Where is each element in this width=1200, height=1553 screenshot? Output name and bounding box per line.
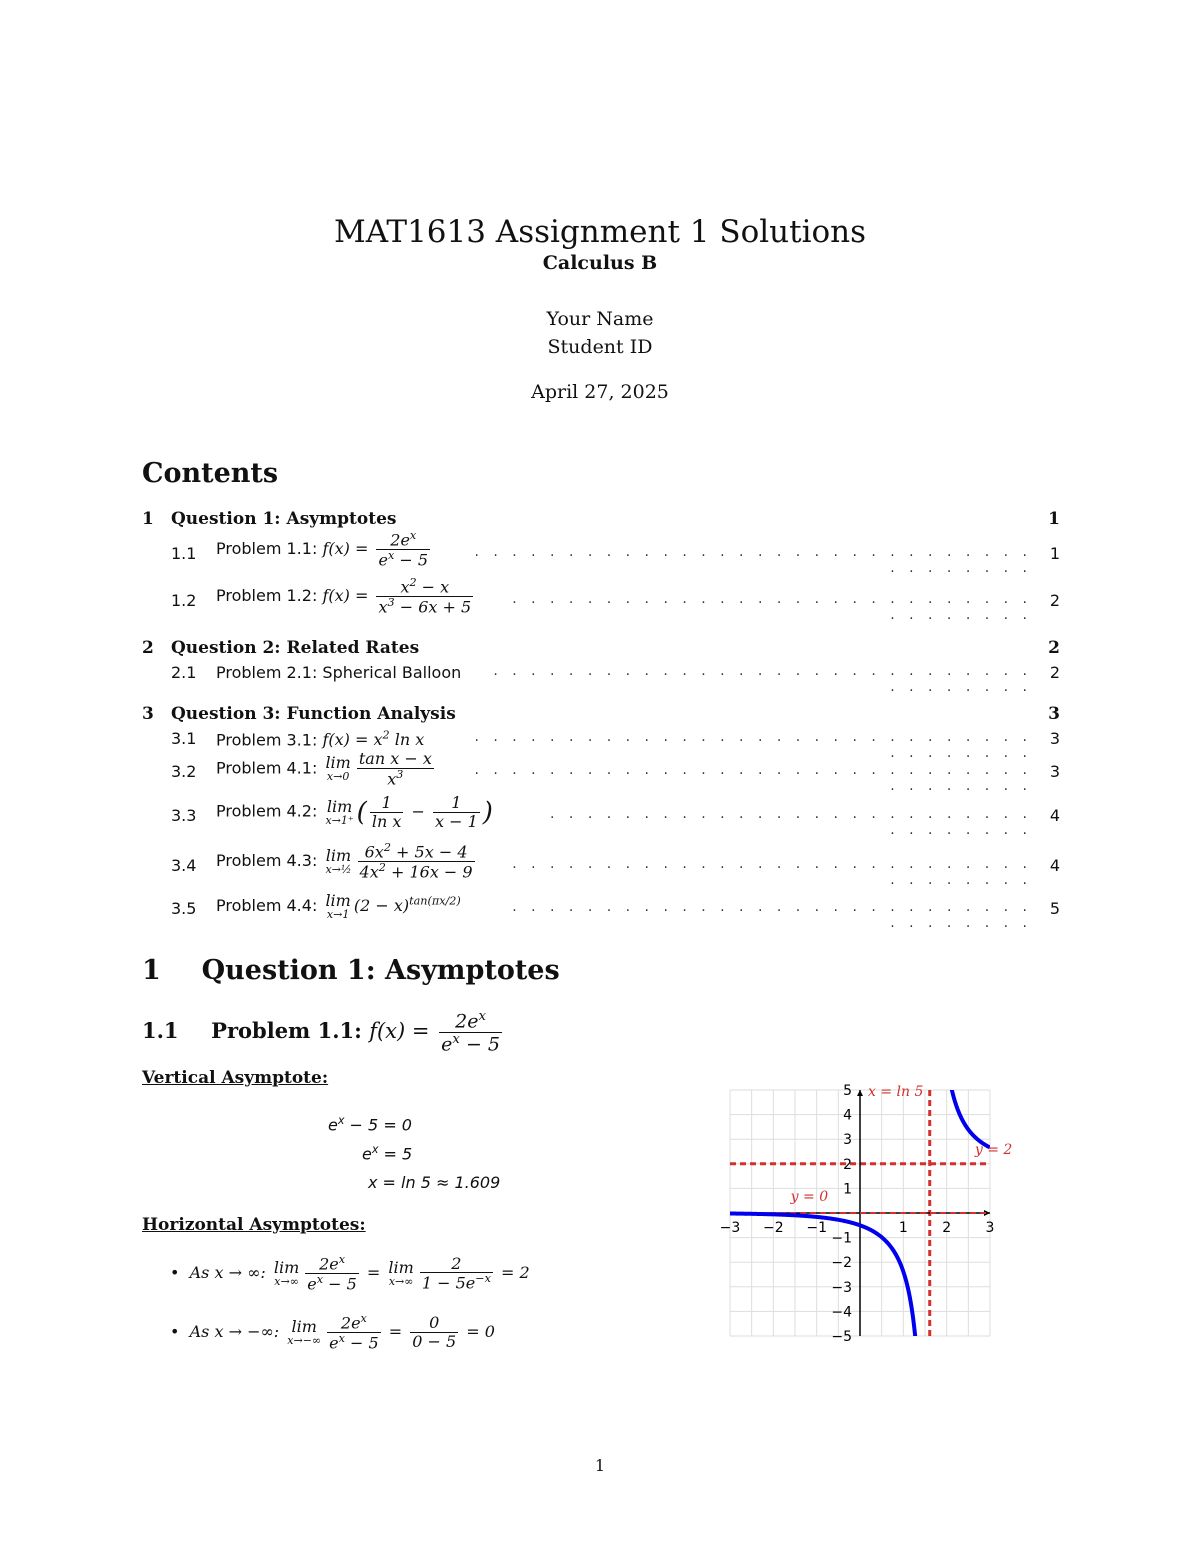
toc-number: 3.1: [171, 729, 197, 748]
toc-label: [216, 577, 476, 616]
subsection-number: 1.1: [142, 1018, 179, 1044]
document-subtitle: Calculus B: [542, 252, 658, 274]
toc-math: $f(x) = x^2$ ln x: [322, 729, 425, 750]
toc-label: [216, 729, 424, 749]
subsection-heading: [142, 1010, 505, 1055]
y-tick-label: 4: [843, 1107, 852, 1124]
bullet-math: lim x→∞ $\frac{2e^x}{e^x - 5}$ = lim x→∞ $\frac{2}{1 - 5e^{-x}}$ = 2: [273, 1253, 530, 1294]
vertical-asymptote-heading: Vertical Asymptote:: [142, 1068, 329, 1088]
document-title: MAT1613 Assignment 1 Solutions: [333, 214, 867, 250]
toc-page: 3: [1048, 704, 1060, 724]
toc-leader: . . . . . . . . . . . . . . . . . . . . . . . . . . . . . . . . . . . . . .: [474, 729, 1032, 761]
toc-label-text: Problem 4.1:: [216, 758, 318, 778]
toc-number: 3.2: [171, 762, 197, 781]
toc-entry[interactable]: [142, 842, 1060, 888]
toc-label-text: Problem 3.1:: [216, 730, 318, 750]
bullet-item: [170, 1313, 495, 1352]
section-heading: [142, 955, 560, 986]
toc-label-text: Problem 1.2:: [216, 585, 318, 605]
toc-page: 3: [1049, 729, 1060, 748]
toc-page: 1: [1048, 509, 1060, 529]
toc-page: 4: [1049, 856, 1060, 875]
toc-page: 2: [1048, 638, 1060, 658]
section-number: 1: [142, 955, 161, 986]
toc-number: 3.3: [171, 806, 197, 825]
toc-entry[interactable]: [142, 750, 1060, 794]
x-tick-label: 1: [898, 1220, 908, 1236]
bullet-item: [170, 1254, 530, 1293]
y-tick-label: −4: [831, 1304, 852, 1321]
toc-label: Problem 2.1: Spherical Balloon: [216, 663, 462, 682]
toc-label: Question 2: Related Rates: [171, 638, 420, 658]
contents-heading: Contents: [142, 458, 279, 489]
equation-line: $e^x - 5 = 0$: [328, 1114, 412, 1135]
toc-number: 3.5: [171, 899, 197, 918]
toc-math: lim x→½ $\frac{6x^2 + 5x - 4}{4x^2 + 16x - 9}$: [325, 841, 473, 882]
y-tick-label: 3: [843, 1132, 852, 1149]
toc-leader: . . . . . . . . . . . . . . . . . . . . . . . . . . . . . . . . . . . . . .: [474, 762, 1032, 794]
toc-number: 3: [142, 704, 154, 724]
toc-page: 2: [1049, 663, 1060, 682]
y-tick-label: 2: [843, 1156, 852, 1173]
toc-number: 1.2: [171, 591, 197, 610]
y-tick-label: 5: [843, 1083, 852, 1099]
subsection-title: Problem 1.1:: [211, 1018, 362, 1044]
toc-leader: . . . . . . . . . . . . . . . . . . . . . . . . . . . . . . . . . .: [550, 806, 1032, 838]
student-id: Student ID: [547, 336, 653, 358]
toc-page: 1: [1049, 544, 1060, 563]
y-axis-arrow: [857, 1090, 863, 1096]
toc-number: 1: [142, 509, 154, 529]
toc-entry[interactable]: [142, 577, 1060, 623]
curve-group: [730, 229, 990, 1553]
toc-entry[interactable]: [142, 638, 1060, 664]
toc-leader: . . . . . . . . . . . . . . . . . . . . . . . . . . . . . . . . . . . .: [512, 899, 1032, 931]
toc-leader: . . . . . . . . . . . . . . . . . . . . . . . . . . . . . . . . . . . .: [512, 591, 1032, 623]
toc-label: [216, 893, 461, 920]
toc-page: 3: [1049, 762, 1060, 781]
toc-label: [216, 750, 437, 788]
toc-label: [216, 842, 478, 881]
y-tick-label: −2: [831, 1255, 852, 1272]
toc-entry[interactable]: [142, 704, 1060, 730]
bullet-dot: •: [170, 1262, 180, 1282]
equation-line: x = ln 5 ≈ 1.609: [368, 1173, 501, 1192]
toc-label: Question 1: Asymptotes: [171, 509, 397, 529]
toc-label-text: Problem 4.4:: [216, 896, 318, 915]
y-tick-label: −1: [831, 1230, 852, 1247]
toc-page: 2: [1049, 591, 1060, 610]
toc-label-text: Problem 4.2:: [216, 801, 318, 821]
toc-label-text: Problem 4.3:: [216, 850, 318, 870]
y-tick-label: −3: [831, 1279, 852, 1296]
toc-number: 3.4: [171, 856, 197, 875]
toc-entry[interactable]: [142, 893, 1060, 933]
toc-page: 5: [1049, 899, 1060, 918]
toc-math: lim x→1⁺ ( $\frac{1}{\text{ln x}}$ − $\frac{1}{x - 1}$ ): [325, 793, 493, 831]
toc-math: f(x) = $\frac{x^2 - x}{x^3 - 6x + 5}$: [322, 576, 472, 617]
bullet-dot: •: [170, 1321, 180, 1341]
toc-entry[interactable]: [142, 663, 1060, 695]
toc-math: lim x→0 $\frac{\text{tan x − x}}{x^3}$: [325, 749, 432, 788]
x-tick-label: 3: [985, 1220, 995, 1236]
toc-entry[interactable]: [142, 794, 1060, 842]
function-curve-branch: [730, 1213, 930, 1553]
toc-number: 1.1: [171, 544, 197, 563]
y-tick-label: 1: [843, 1181, 852, 1198]
toc-leader: . . . . . . . . . . . . . . . . . . . . . . . . . . . . . . . . . . . . . .: [474, 544, 1032, 576]
x-tick-label: 2: [942, 1220, 952, 1236]
toc-label: Question 3: Function Analysis: [171, 704, 456, 724]
y-tick-label: −5: [831, 1329, 852, 1345]
toc-leader: . . . . . . . . . . . . . . . . . . . . . . . . . . . . . . . . . . . . .: [493, 663, 1032, 695]
page-number: 1: [594, 1456, 606, 1475]
document-date: April 27, 2025: [531, 381, 669, 403]
x-tick-label: −1: [806, 1220, 827, 1236]
toc-page: 4: [1049, 806, 1060, 825]
toc-label-text: Problem 1.1:: [216, 538, 318, 558]
author-name: Your Name: [546, 308, 654, 330]
horizontal-asymptote-heading: Horizontal Asymptotes:: [142, 1215, 366, 1235]
toc-math: f(x) = $\frac{2e^x}{e^x - 5}$: [322, 529, 429, 570]
toc-entry[interactable]: [142, 530, 1060, 576]
toc-number: 2.1: [171, 663, 197, 682]
equation-line: $e^x = 5$: [362, 1143, 413, 1164]
toc-label: [216, 530, 433, 569]
toc-math: lim x→1 $(2 - x)^{tan(\pi x/2)}$: [325, 891, 461, 921]
toc-label: [216, 794, 493, 830]
vertical-asymptote-label: x = ln 5: [868, 1084, 924, 1100]
horizontal-asymptote-label: y = 0: [790, 1189, 829, 1205]
toc-leader: . . . . . . . . . . . . . . . . . . . . . . . . . . . . . . . . . . . .: [512, 856, 1032, 888]
asymptote-graph: [714, 1078, 1013, 1358]
bullet-label: As x → ∞:: [189, 1262, 266, 1282]
bullet-label: As x → −∞:: [189, 1321, 280, 1341]
subsection-math: f(x) = $\frac{2e^x}{e^x - 5}$: [369, 1009, 500, 1056]
x-tick-label: −3: [719, 1220, 741, 1236]
bullet-math: lim x→−∞ $\frac{2e^x}{e^x - 5}$ = $\frac{0}{0 - 5}$ = 0: [287, 1312, 495, 1353]
toc-number: 2: [142, 638, 154, 658]
x-tick-label: −2: [763, 1220, 784, 1236]
section-title: Question 1: Asymptotes: [201, 955, 560, 986]
horizontal-asymptote-label: y = 2: [974, 1141, 1013, 1158]
